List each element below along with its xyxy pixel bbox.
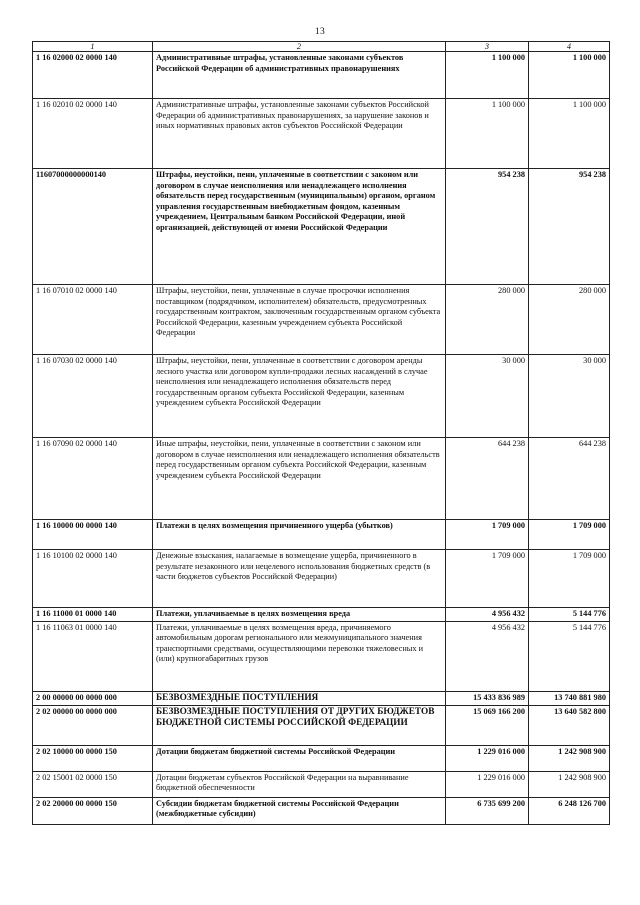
row-value-2: 5 144 776 (529, 608, 610, 622)
budget-table (32, 41, 610, 825)
row-value-1: 280 000 (446, 285, 529, 355)
table-row (33, 520, 610, 550)
row-value-1: 1 229 016 000 (446, 771, 529, 797)
row-name: Платежи, уплачиваемые в целях возмещения вреда, причиняемого автомобильным дорогам регионального или межмуниципального значения транспортными средствами, осуществляющими перевозки тяжеловесных и (или) крупногабаритных грузов (153, 621, 446, 691)
table-header-row (33, 42, 610, 52)
row-code: 1 16 10100 02 0000 140 (33, 550, 153, 608)
table-row (33, 550, 610, 608)
row-code: 1 16 07010 02 0000 140 (33, 285, 153, 355)
row-value-2: 6 248 126 700 (529, 797, 610, 824)
table-row (33, 705, 610, 745)
table-row (33, 355, 610, 438)
row-code: 2 02 00000 00 0000 000 (33, 705, 153, 745)
row-value-2: 30 000 (529, 355, 610, 438)
row-value-1: 15 069 166 200 (446, 705, 529, 745)
page-number: 13 (314, 27, 326, 37)
row-value-2: 1 242 908 900 (529, 745, 610, 771)
row-name: Иные штрафы, неустойки, пени, уплаченные в соответствии с законом или договором в случае неисполнения или ненадлежащего исполнения обязательств перед государственным органом субъекта Российской Федерации, казенным учреждением субъекта Российской Федерации (153, 438, 446, 520)
row-name: БЕЗВОЗМЕЗДНЫЕ ПОСТУПЛЕНИЯ (153, 691, 446, 705)
row-value-2: 644 238 (529, 438, 610, 520)
row-code: 1 16 07090 02 0000 140 (33, 438, 153, 520)
row-name: Платежи в целях возмещения причиненного ущерба (убытков) (153, 520, 446, 550)
row-value-1: 1 709 000 (446, 550, 529, 608)
table-row (33, 771, 610, 797)
row-code: 1 16 02010 02 0000 140 (33, 99, 153, 169)
row-value-2: 5 144 776 (529, 621, 610, 691)
row-value-1: 1 100 000 (446, 52, 529, 99)
row-value-1: 30 000 (446, 355, 529, 438)
table-row (33, 797, 610, 824)
row-value-2: 1 709 000 (529, 550, 610, 608)
table-row (33, 745, 610, 771)
column-header-1: 1 (33, 42, 153, 52)
table-row (33, 438, 610, 520)
row-name: Платежи, уплачиваемые в целях возмещения вреда (153, 608, 446, 622)
row-name: Штрафы, неустойки, пени, уплаченные в случае просрочки исполнения поставщиком (подрядчиком, исполнителем) обязательств, предусмотренных государственным контрактом, заключенным государственным органом субъекта Российской Федерации, казенным учреждением субъекта Российской Федерации (153, 285, 446, 355)
row-value-2: 954 238 (529, 169, 610, 285)
row-value-2: 1 100 000 (529, 99, 610, 169)
table-row (33, 169, 610, 285)
row-value-1: 1 229 016 000 (446, 745, 529, 771)
row-value-1: 4 956 432 (446, 621, 529, 691)
row-value-1: 954 238 (446, 169, 529, 285)
table-row (33, 99, 610, 169)
row-code: 2 02 10000 00 0000 150 (33, 745, 153, 771)
table-row (33, 621, 610, 691)
table-row (33, 52, 610, 99)
row-name: Дотации бюджетам субъектов Российской Федерации на выравнивание бюджетной обеспеченности (153, 771, 446, 797)
row-value-1: 6 735 699 200 (446, 797, 529, 824)
row-code: 11607000000000140 (33, 169, 153, 285)
column-header-4: 4 (529, 42, 610, 52)
row-value-2: 13 640 582 800 (529, 705, 610, 745)
table-row (33, 691, 610, 705)
row-name: Административные штрафы, установленные законами субъектов Российской Федерации об административных правонарушениях, за нарушение законов и иных нормативных правовых актов субъектов Российской Федерации (153, 99, 446, 169)
row-name: Денежные взыскания, налагаемые в возмещение ущерба, причиненного в результате незаконного или нецелевого использования бюджетных средств (в части бюджетов субъектов Российской Федерации) (153, 550, 446, 608)
row-code: 1 16 07030 02 0000 140 (33, 355, 153, 438)
row-code: 1 16 11063 01 0000 140 (33, 621, 153, 691)
row-code: 1 16 02000 02 0000 140 (33, 52, 153, 99)
table-row (33, 608, 610, 622)
row-name: Субсидии бюджетам бюджетной системы Российской Федерации (межбюджетные субсидии) (153, 797, 446, 824)
row-name: Штрафы, неустойки, пени, уплаченные в соответствии с законом или договором в случае неисполнения или ненадлежащего исполнения обязательств перед государственным (муниципальным) органом, органом управления государственным внебюджетным фондом, казенным учреждением, Центральным банком Российской Федерации, иной организацией, действующей от имени Российской Федерации (153, 169, 446, 285)
row-value-2: 1 709 000 (529, 520, 610, 550)
column-header-2: 2 (153, 42, 446, 52)
row-name: БЕЗВОЗМЕЗДНЫЕ ПОСТУПЛЕНИЯ ОТ ДРУГИХ БЮДЖЕТОВ БЮДЖЕТНОЙ СИСТЕМЫ РОССИЙСКОЙ ФЕДЕРАЦИИ (153, 705, 446, 745)
row-name: Дотации бюджетам бюджетной системы Российской Федерации (153, 745, 446, 771)
row-name: Административные штрафы, установленные законами субъектов Российской Федерации об административных правонарушениях (153, 52, 446, 99)
row-value-2: 1 100 000 (529, 52, 610, 99)
row-value-1: 1 100 000 (446, 99, 529, 169)
row-value-2: 1 242 908 900 (529, 771, 610, 797)
row-value-2: 280 000 (529, 285, 610, 355)
row-value-1: 1 709 000 (446, 520, 529, 550)
row-value-1: 4 956 432 (446, 608, 529, 622)
row-code: 2 02 20000 00 0000 150 (33, 797, 153, 824)
row-code: 2 00 00000 00 0000 000 (33, 691, 153, 705)
row-name: Штрафы, неустойки, пени, уплаченные в соответствии с договором аренды лесного участка или договором купли-продажи лесных насаждений в случае неисполнения или ненадлежащего исполнения обязательств перед государственным органом субъекта Российской Федерации, казенным учреждением субъекта Российской Федерации (153, 355, 446, 438)
table-row (33, 285, 610, 355)
row-code: 2 02 15001 02 0000 150 (33, 771, 153, 797)
row-value-2: 13 740 881 980 (529, 691, 610, 705)
row-value-1: 15 433 836 989 (446, 691, 529, 705)
row-code: 1 16 11000 01 0000 140 (33, 608, 153, 622)
row-code: 1 16 10000 00 0000 140 (33, 520, 153, 550)
row-value-1: 644 238 (446, 438, 529, 520)
column-header-3: 3 (446, 42, 529, 52)
